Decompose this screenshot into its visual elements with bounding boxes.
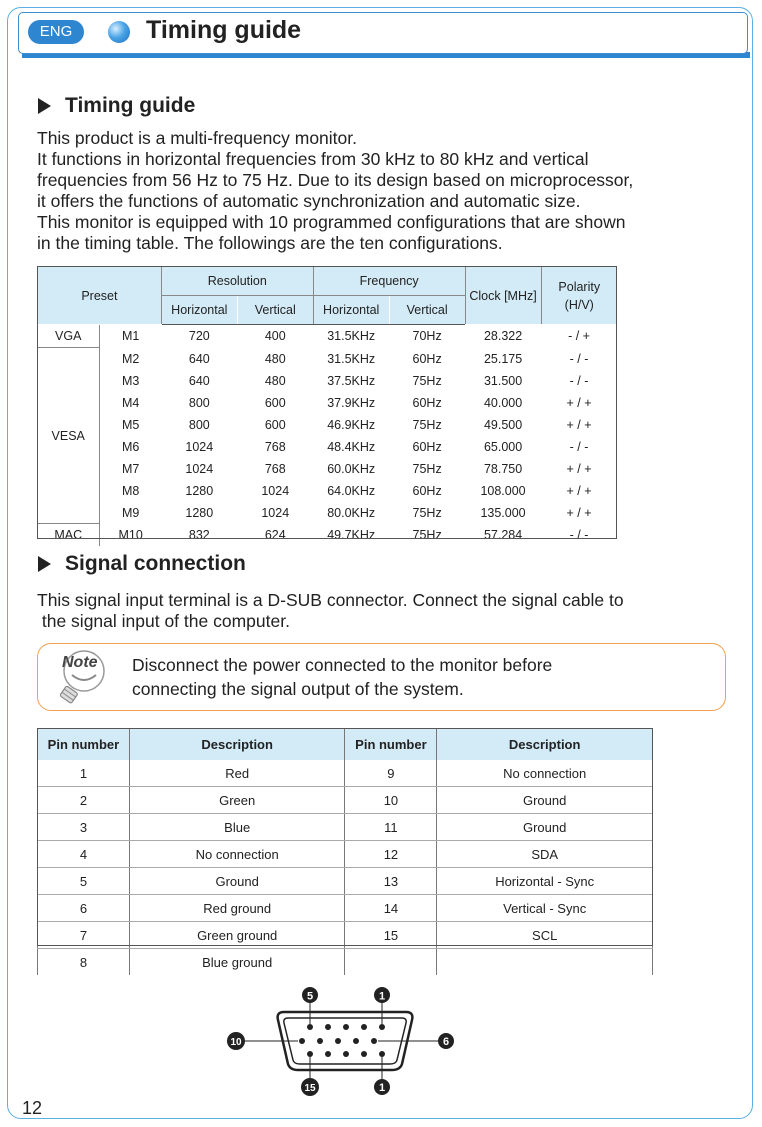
- freq-v-cell: 75Hz: [412, 461, 442, 476]
- signal-paragraph-line: the signal input of the computer.: [37, 611, 290, 631]
- freq-h-cell: 31.5KHz: [327, 351, 376, 366]
- pin-number-cell: 15: [345, 922, 437, 949]
- pin-description-cell: Vertical - Sync: [437, 895, 653, 922]
- polarity-header-line: (H/V): [564, 297, 594, 312]
- res-h-cell: 800: [188, 417, 210, 432]
- res-v-cell: 1024: [261, 505, 290, 520]
- freq-h-cell: 80.0KHz: [327, 505, 376, 520]
- pin-description-cell: Green ground: [129, 922, 345, 949]
- preset-cell: M9: [121, 505, 140, 520]
- pin-number-cell: [345, 949, 437, 976]
- group-mac: MAC: [38, 524, 100, 547]
- pin-number-cell: 12: [345, 841, 437, 868]
- description-header: Description: [437, 728, 653, 760]
- pin-label-right: 6: [442, 1036, 450, 1048]
- note-line: Disconnect the power connected to the monitor before: [132, 655, 553, 675]
- language-badge: ENG: [28, 20, 84, 44]
- pin-description-cell: No connection: [129, 841, 345, 868]
- preset-cell: M7: [121, 461, 140, 476]
- pin-description-cell: Ground: [437, 787, 653, 814]
- preset-cell: M4: [121, 395, 140, 410]
- polarity-cell: + / +: [566, 461, 592, 476]
- signal-section-title-text: Signal connection: [65, 552, 246, 575]
- preset-cell: M8: [121, 483, 140, 498]
- clock-cell: 49.500: [483, 417, 523, 432]
- pin-header-row: [38, 728, 653, 760]
- res-v-cell: 768: [264, 439, 286, 454]
- pin-number-cell: 9: [345, 760, 437, 787]
- pin-label-top-left: 5: [306, 990, 314, 1003]
- freq-v-cell: 75Hz: [412, 527, 442, 542]
- preset-cell: M3: [121, 373, 140, 388]
- pin-number-cell: 14: [345, 895, 437, 922]
- res-horizontal-header: Horizontal: [161, 296, 237, 325]
- pin-number-cell: 8: [38, 949, 130, 976]
- pin-row: [38, 922, 653, 949]
- page-number: 12: [22, 1098, 43, 1118]
- freq-h-cell: 37.9KHz: [327, 395, 376, 410]
- pin-row: [38, 895, 653, 922]
- freq-v-cell: 75Hz: [412, 373, 442, 388]
- description-header: Description: [129, 728, 345, 760]
- timing-paragraph-line: This monitor is equipped with 10 programmed configurations that are shown: [37, 212, 626, 232]
- pin-number-cell: 10: [345, 787, 437, 814]
- pin-description-cell: Horizontal - Sync: [437, 868, 653, 895]
- timing-paragraph-line: frequencies from 56 Hz to 75 Hz. Due to its design based on microprocessor,: [37, 170, 634, 190]
- pin-number-cell: 7: [38, 922, 130, 949]
- polarity-header-line: Polarity: [558, 279, 601, 294]
- polarity-cell: - / -: [569, 439, 589, 454]
- preset-cell: M10: [118, 527, 143, 542]
- freq-h-cell: 31.5KHz: [327, 329, 376, 344]
- timing-section-title-text: Timing guide: [65, 94, 196, 117]
- clock-cell: 108.000: [480, 483, 526, 498]
- polarity-cell: + / +: [566, 505, 592, 520]
- pin-number-cell: 6: [38, 895, 130, 922]
- res-v-cell: 1024: [261, 483, 290, 498]
- timing-paragraph: [37, 128, 633, 254]
- pin-number-cell: 11: [345, 814, 437, 841]
- pin-description-cell: Ground: [129, 868, 345, 895]
- freq-vertical-header: Vertical: [389, 296, 465, 325]
- clock-cell: 31.500: [483, 373, 523, 388]
- timing-paragraph-line: It functions in horizontal frequencies from 30 kHz to 80 kHz and vertical: [37, 149, 589, 169]
- res-v-cell: 600: [264, 395, 286, 410]
- group-vesa: VESA: [38, 348, 100, 524]
- pin-description-cell: Ground: [437, 814, 653, 841]
- freq-v-cell: 60Hz: [412, 439, 442, 454]
- group-vga: VGA: [38, 325, 100, 348]
- note-text: [132, 653, 552, 701]
- polarity-cell: - / +: [568, 329, 590, 344]
- res-h-cell: 832: [188, 527, 210, 542]
- res-h-cell: 1280: [185, 483, 214, 498]
- pin-description-cell: No connection: [437, 760, 653, 787]
- signal-paragraph: [37, 590, 624, 632]
- triangle-bullet-icon: [38, 98, 51, 114]
- pin-label-top-right: 1: [378, 990, 386, 1003]
- freq-h-cell: 64.0KHz: [327, 483, 376, 498]
- pin-table: [37, 728, 653, 975]
- pin-number-cell: 4: [38, 841, 130, 868]
- polarity-cell: + / +: [566, 395, 592, 410]
- res-v-cell: 624: [264, 527, 286, 542]
- freq-h-cell: 37.5KHz: [327, 373, 376, 388]
- freq-v-cell: 60Hz: [412, 483, 442, 498]
- preset-cell: M5: [121, 417, 140, 432]
- resolution-header: Resolution: [161, 267, 313, 296]
- pin-label-bottom-left: 15: [304, 1083, 316, 1094]
- header-title: Timing guide: [146, 16, 302, 44]
- freq-v-cell: 75Hz: [412, 505, 442, 520]
- preset-cell: M2: [121, 351, 140, 366]
- pin-number-header: Pin number: [345, 728, 437, 760]
- clock-cell: 65.000: [483, 439, 523, 454]
- polarity-cell: - / -: [569, 527, 589, 542]
- clock-cell: 40.000: [483, 395, 523, 410]
- preset-header: Preset: [38, 267, 162, 325]
- clock-cell: 78.750: [483, 461, 523, 476]
- pin-description-cell: SCL: [437, 922, 653, 949]
- frequency-header: Frequency: [313, 267, 465, 296]
- pin-number-cell: 1: [38, 760, 130, 787]
- pin-number-cell: 3: [38, 814, 130, 841]
- polarity-cell: - / -: [569, 351, 589, 366]
- bullet-dot-icon: [108, 21, 130, 43]
- clock-header: Clock [MHz]: [465, 267, 541, 325]
- pin-description-cell: [437, 949, 653, 976]
- timing-paragraph-line: it offers the functions of automatic synchronization and automatic size.: [37, 191, 581, 211]
- pin-description-cell: Blue: [129, 814, 345, 841]
- preset-cell: M6: [121, 439, 140, 454]
- pin-description-cell: Green: [129, 787, 345, 814]
- pin-row: [38, 841, 653, 868]
- res-h-cell: 720: [188, 329, 210, 344]
- polarity-cell: + / +: [566, 483, 592, 498]
- res-h-cell: 1280: [185, 505, 214, 520]
- res-v-cell: 480: [264, 373, 286, 388]
- clock-cell: 135.000: [480, 505, 526, 520]
- pin-row: [38, 868, 653, 895]
- freq-h-cell: 48.4KHz: [327, 439, 376, 454]
- res-h-cell: 640: [188, 351, 210, 366]
- freq-h-cell: 49.7KHz: [327, 527, 376, 542]
- freq-h-cell: 60.0KHz: [327, 461, 376, 476]
- freq-v-cell: 60Hz: [412, 395, 442, 410]
- res-vertical-header: Vertical: [237, 296, 313, 325]
- clock-cell: 28.322: [483, 329, 523, 344]
- timing-section-title: [38, 94, 195, 118]
- res-v-cell: 400: [264, 329, 286, 344]
- note-label: Note: [62, 654, 98, 671]
- pin-number-header: Pin number: [38, 728, 130, 760]
- res-v-cell: 600: [264, 417, 286, 432]
- note-line: connecting the signal output of the system.: [132, 679, 464, 699]
- timing-paragraph-line: in the timing table. The followings are the ten configurations.: [37, 233, 503, 253]
- timing-table-border: [37, 266, 617, 539]
- freq-v-cell: 75Hz: [412, 417, 442, 432]
- res-h-cell: 1024: [185, 439, 214, 454]
- pin-number-cell: 5: [38, 868, 130, 895]
- pin-description-cell: Red ground: [129, 895, 345, 922]
- pin-description-cell: SDA: [437, 841, 653, 868]
- timing-paragraph-line: This product is a multi-frequency monitor.: [37, 128, 357, 148]
- signal-paragraph-line: This signal input terminal is a D-SUB connector. Connect the signal cable to: [37, 590, 624, 610]
- res-v-cell: 768: [264, 461, 286, 476]
- res-h-cell: 1024: [185, 461, 214, 476]
- pin-number-cell: 2: [38, 787, 130, 814]
- res-h-cell: 640: [188, 373, 210, 388]
- dsub-connector-diagram: [222, 980, 462, 1100]
- triangle-bullet-icon: [38, 556, 51, 572]
- preset-cell: M1: [121, 329, 140, 344]
- pin-label-left: 10: [230, 1037, 242, 1048]
- clock-cell: 25.175: [483, 351, 523, 366]
- signal-section-title: [38, 552, 246, 576]
- pin-row: [38, 814, 653, 841]
- freq-v-cell: 70Hz: [412, 329, 442, 344]
- pin-description-cell: Red: [129, 760, 345, 787]
- pin-label-bottom-right: 1: [378, 1082, 386, 1094]
- clock-cell: 57.284: [483, 527, 523, 542]
- res-v-cell: 480: [264, 351, 286, 366]
- pin-row: [38, 787, 653, 814]
- polarity-cell: + / +: [566, 417, 592, 432]
- freq-horizontal-header: Horizontal: [313, 296, 389, 325]
- pin-number-cell: 13: [345, 868, 437, 895]
- pin-description-cell: Blue ground: [129, 949, 345, 976]
- freq-h-cell: 46.9KHz: [327, 417, 376, 432]
- pin-row: [38, 760, 653, 787]
- polarity-cell: - / -: [569, 373, 589, 388]
- freq-v-cell: 60Hz: [412, 351, 442, 366]
- res-h-cell: 800: [188, 395, 210, 410]
- pin-row: [38, 949, 653, 976]
